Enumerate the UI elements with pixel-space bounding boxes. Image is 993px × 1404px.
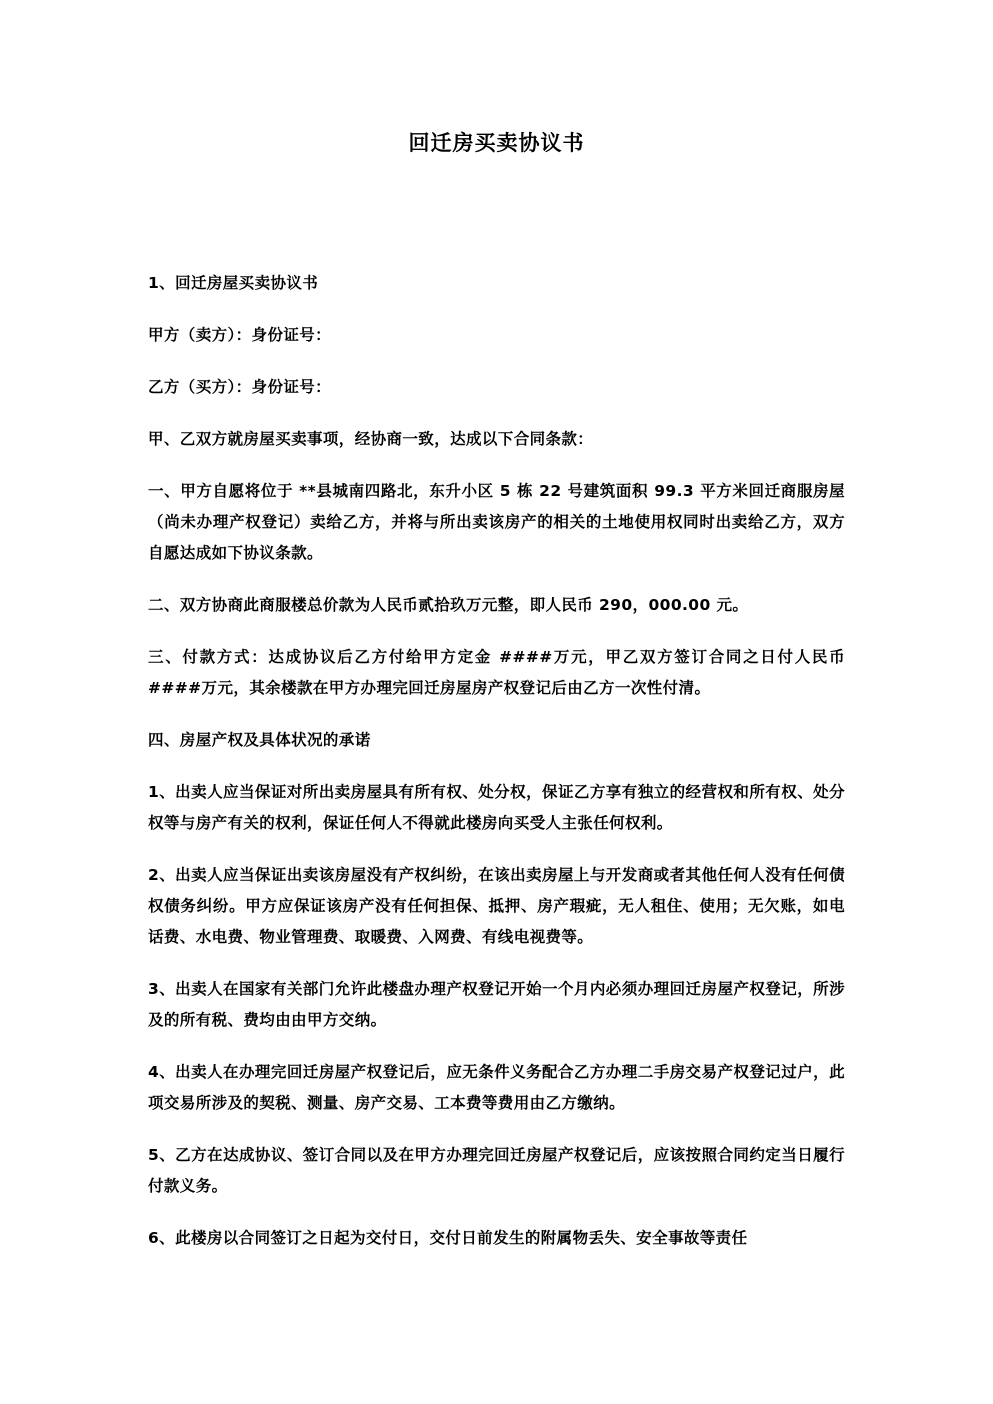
paragraph-2: 甲方（卖方）：身份证号： [148, 326, 332, 344]
paragraph-item-2: 2、出卖人应当保证出卖该房屋没有产权纠纷，在该出卖房屋上与开发商或者其他任何人没有任何债权债务纠纷。甲方应保证该房产没有任何担保、抵押、房产瑕疵，无人租住、使用；无欠账，如电话费、水电费、物业管理费、取暖费、入网费、有线电视费等。 [148, 866, 845, 946]
paragraph-3: 乙方（买方）：身份证号： [148, 378, 332, 396]
paragraph-1: 1、回迁房屋买卖协议书 [148, 274, 319, 292]
paragraph-clause-2: 二、双方协商此商服楼总价款为人民币贰拾玖万元整，即人民币 290，000.00 元。 [148, 596, 749, 614]
paragraph-item-3: 3、出卖人在国家有关部门允许此楼盘办理产权登记开始一个月内必须办理回迁房屋产权登记，所涉及的所有税、费均由由甲方交纳。 [148, 980, 845, 1029]
paragraph-4: 甲、乙双方就房屋买卖事项，经协商一致，达成以下合同条款： [148, 430, 594, 448]
paragraph-item-4: 4、出卖人在办理完回迁房屋产权登记后，应无条件义务配合乙方办理二手房交易产权登记过户，此项交易所涉及的契税、测量、房产交易、工本费等费用由乙方缴纳。 [148, 1063, 845, 1112]
paragraph-item-6: 6、此楼房以合同签订之日起为交付日，交付日前发生的附属物丢失、安全事故等责任 [148, 1229, 748, 1247]
paragraph-clause-1: 一、甲方自愿将位于 **县城南四路北，东升小区 5 栋 22 号建筑面积 99.3 平方米回迁商服房屋（尚未办理产权登记）卖给乙方，并将与所出卖该房产的相关的土地使用权同时出卖给乙方，双方自愿达成如下协议条款。 [148, 482, 845, 562]
paragraph-item-1: 1、出卖人应当保证对所出卖房屋具有所有权、处分权，保证乙方享有独立的经营权和所有权、处分权等与房产有关的权利，保证任何人不得就此楼房向买受人主张任何权利。 [148, 783, 845, 832]
paragraph-clause-4-heading: 四、房屋产权及具体状况的承诺 [148, 731, 371, 749]
paragraph-clause-3: 三、付款方式：达成协议后乙方付给甲方定金 ####万元，甲乙双方签订合同之日付人民币####万元，其余楼款在甲方办理完回迁房屋房产权登记后由乙方一次性付清。 [148, 648, 845, 697]
paragraph-item-5: 5、乙方在达成协议、签订合同以及在甲方办理完回迁房屋产权登记后，应该按照合同约定当日履行付款义务。 [148, 1146, 845, 1195]
document-body [148, 158, 845, 1254]
page-title: 回迁房买卖协议书 [408, 131, 585, 155]
